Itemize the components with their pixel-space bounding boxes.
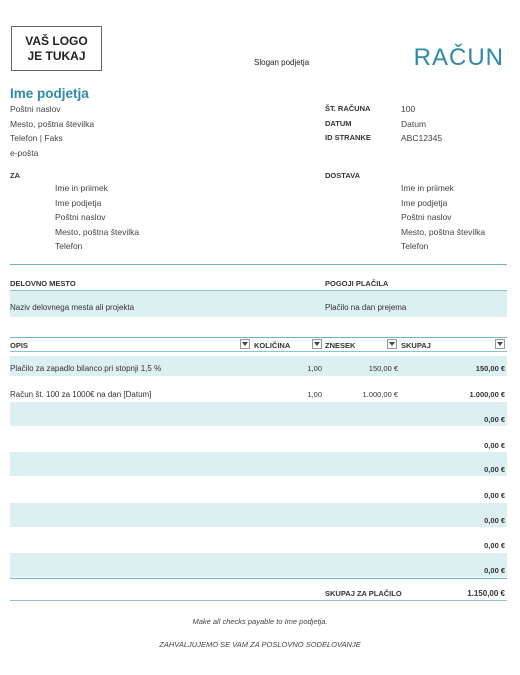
company-address-line: e-pošta xyxy=(10,147,39,158)
divider xyxy=(10,600,507,601)
item-total: 0,00 € xyxy=(484,491,505,500)
bill-to-label: ZA xyxy=(10,171,20,180)
meta-value: 100 xyxy=(401,104,416,114)
item-description[interactable]: Račun št. 100 za 1000€ na dan [Datum] xyxy=(10,390,152,399)
meta-value: ABC12345 xyxy=(401,133,443,143)
item-total: 1.000,00 € xyxy=(469,390,505,399)
ship-to-line: Mesto, poštna številka xyxy=(401,226,486,237)
meta-label: ŠT. RAČUNA xyxy=(325,104,371,113)
bill-to-line: Poštni naslov xyxy=(55,212,106,222)
divider xyxy=(10,337,507,338)
item-total: 150,00 € xyxy=(475,364,505,373)
company-address-line: Telefon | Faks xyxy=(10,133,63,143)
bill-to-line: Ime podjetja xyxy=(55,197,102,208)
job-label: DELOVNO MESTO xyxy=(10,279,76,288)
filter-dropdown-amount[interactable] xyxy=(387,339,397,349)
item-total: 0,00 € xyxy=(484,415,505,424)
ship-to-line: Poštni naslov xyxy=(401,212,452,222)
divider xyxy=(10,351,507,352)
bill-to-address xyxy=(55,181,139,254)
grand-total-label: SKUPAJ ZA PLAČILO xyxy=(325,589,402,598)
ship-to-line: Ime in priimek xyxy=(401,183,454,193)
filter-dropdown-quantity[interactable] xyxy=(312,339,322,349)
company-name: Ime podjetja xyxy=(10,86,89,101)
invoice-title: RAČUN xyxy=(413,44,504,71)
grand-total-value: 1.150,00 € xyxy=(467,589,505,598)
divider xyxy=(10,578,507,579)
logo-line-1: VAŠ LOGO xyxy=(25,33,88,48)
item-total: 0,00 € xyxy=(484,541,505,550)
company-slogan: Slogan podjetja xyxy=(254,58,310,67)
bill-to-line: Mesto, poštna številka xyxy=(55,226,140,237)
ship-to-label: DOSTAVA xyxy=(325,171,360,180)
item-total: 0,00 € xyxy=(484,441,505,450)
item-quantity[interactable]: 1,00 xyxy=(307,390,322,399)
meta-row-invoice-number xyxy=(325,102,442,117)
meta-row-date xyxy=(325,117,442,132)
company-address-line: Poštni naslov xyxy=(10,104,61,114)
item-amount[interactable]: 1.000,00 € xyxy=(362,390,398,399)
ship-to-address xyxy=(401,181,485,254)
table-row-band xyxy=(10,402,507,426)
checks-payable-note: Make all checks payable to Ime podjetja. xyxy=(192,617,328,626)
item-total: 0,00 € xyxy=(484,566,505,575)
filter-dropdown-description[interactable] xyxy=(240,339,250,349)
payment-terms-label: POGOJI PLAČILA xyxy=(325,279,389,288)
payment-terms-value[interactable]: Plačilo na dan prejema xyxy=(325,303,407,312)
column-header-amount: ZNESEK xyxy=(325,341,356,350)
dropdown-arrow-icon xyxy=(314,342,320,346)
logo-placeholder xyxy=(11,26,102,71)
column-header-total: SKUPAJ xyxy=(401,341,431,350)
dropdown-arrow-icon xyxy=(497,342,503,346)
meta-value: Datum xyxy=(401,118,427,129)
item-total: 0,00 € xyxy=(484,516,505,525)
column-header-quantity: KOLIČINA xyxy=(254,341,291,350)
item-description[interactable]: Plačilo za zapadlo bilanco pri stopnji 1,5 % xyxy=(10,364,162,373)
item-total: 0,00 € xyxy=(484,465,505,474)
company-address-line: Mesto, poštna številka xyxy=(10,118,95,129)
item-amount[interactable]: 150,00 € xyxy=(368,364,398,373)
bill-to-line: Telefon xyxy=(55,241,83,251)
company-address xyxy=(10,102,94,160)
table-row-band xyxy=(10,503,507,527)
column-header-description: OPIS xyxy=(10,341,28,350)
meta-label: ID STRANKE xyxy=(325,133,371,142)
meta-row-customer-id xyxy=(325,131,442,146)
thank-you-note: ZAHVALJUJEMO SE VAM ZA POSLOVNO SODELOVANJE xyxy=(159,640,361,649)
dropdown-arrow-icon xyxy=(389,342,395,346)
meta-label: DATUM xyxy=(325,118,352,128)
dropdown-arrow-icon xyxy=(242,342,248,346)
ship-to-line: Ime podjetja xyxy=(401,197,448,208)
logo-line-2: JE TUKAJ xyxy=(27,48,86,63)
job-value[interactable]: Naziv delovnega mesta ali projekta xyxy=(10,303,135,312)
invoice-meta xyxy=(325,102,442,146)
divider xyxy=(10,264,507,265)
table-row-band xyxy=(10,553,507,577)
bill-to-line: Ime in priimek xyxy=(55,183,108,193)
filter-dropdown-total[interactable] xyxy=(495,339,505,349)
ship-to-line: Telefon xyxy=(401,241,429,251)
table-row-band xyxy=(10,452,507,476)
item-quantity[interactable]: 1,00 xyxy=(307,364,322,373)
